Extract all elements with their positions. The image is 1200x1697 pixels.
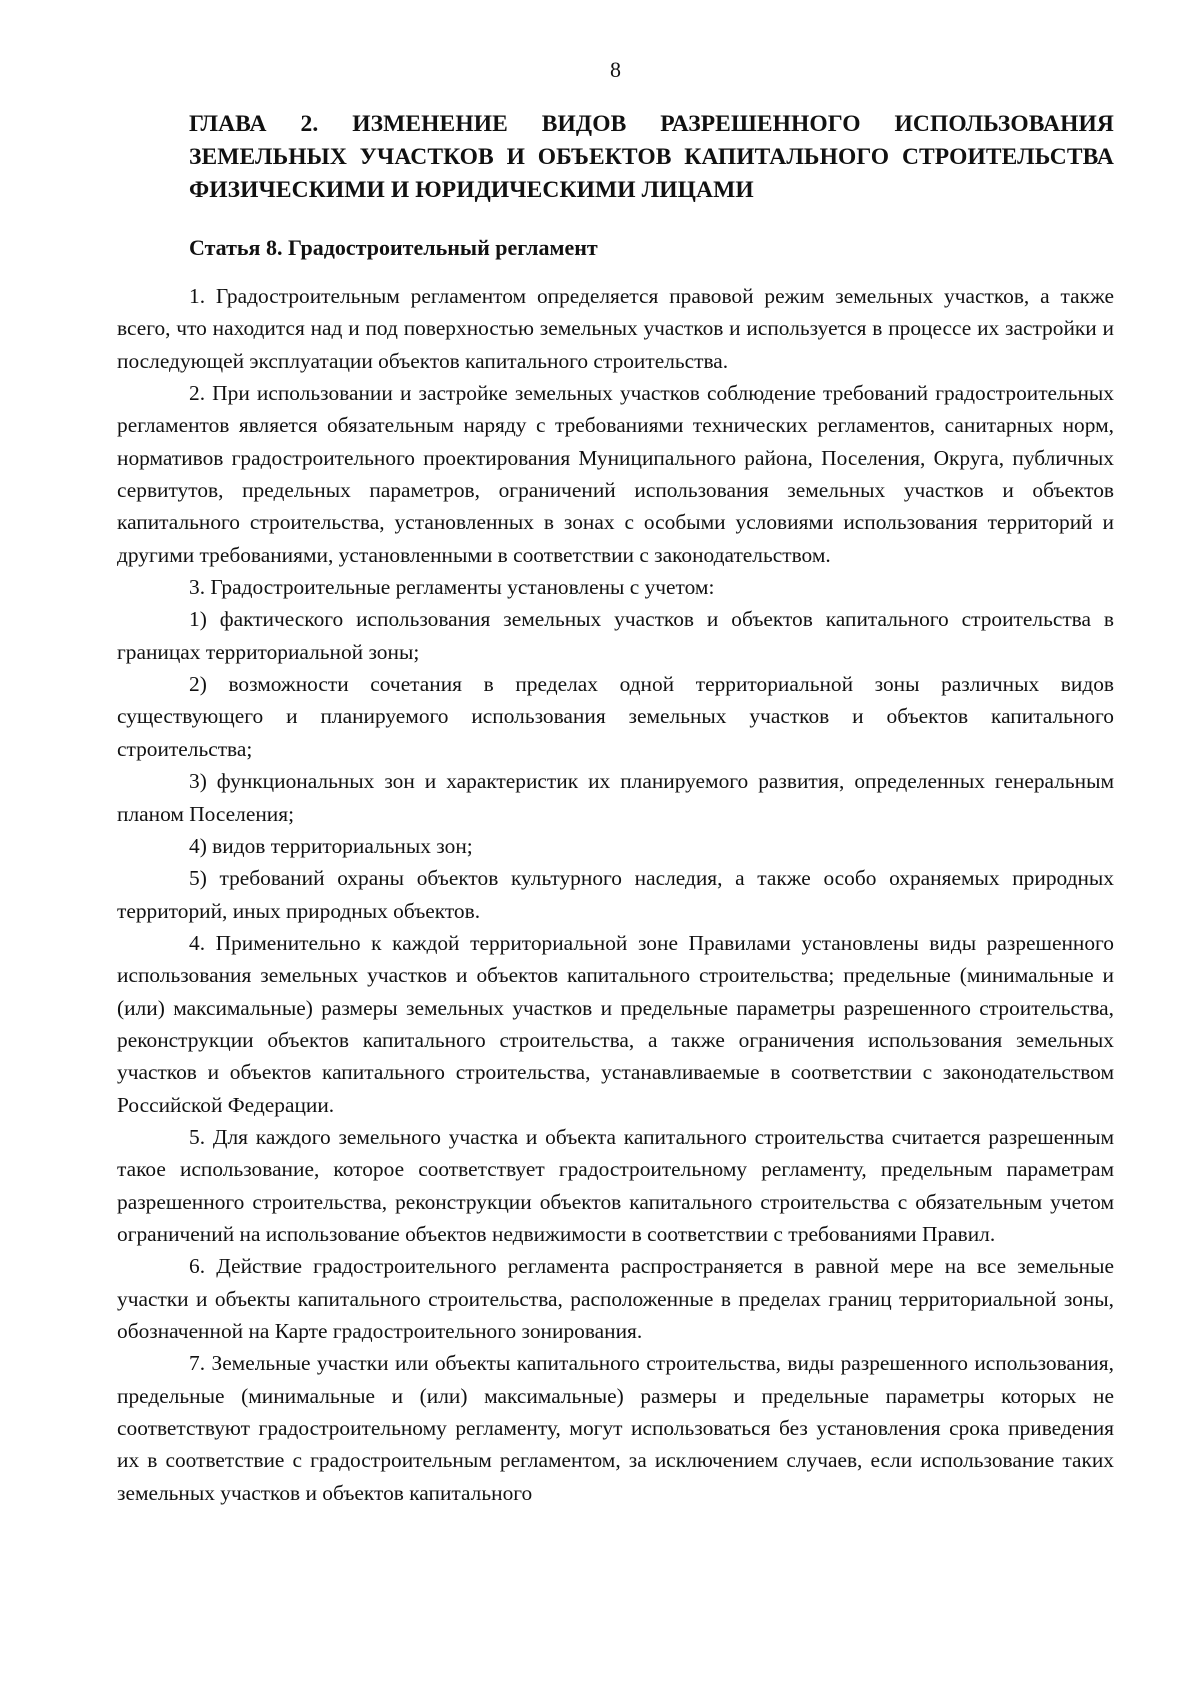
paragraph-1: 1. Градостроительным регламентом определяется правовой режим земельных участков, а также всего, что находится над и под поверхностью земельных участков и используется в процессе их застройки и последующей эксплуатации объектов капитального строительства.	[117, 284, 1114, 373]
paragraph-7: 7. Земельные участки или объекты капитального строительства, виды разрешенного использования, предельные (минимальные и (или) максимальные) размеры и предельные параметры которых не соответствуют градостроительному регламенту, могут использоваться без установления срока приведения их в соответствие с градостроительным регламентом, за исключением случаев, если использование таких земельных участков и объектов капитального	[117, 1351, 1114, 1505]
paragraph-3: 3. Градостроительные регламенты установлены с учетом:	[189, 575, 715, 600]
chapter-title: ГЛАВА 2. ИЗМЕНЕНИЕ ВИДОВ РАЗРЕШЕННОГО ИСПОЛЬЗОВАНИЯ ЗЕМЕЛЬНЫХ УЧАСТКОВ И ОБЪЕКТОВ КАПИТАЛЬНОГО СТРОИТЕЛЬСТВА ФИЗИЧЕСКИМИ И ЮРИДИЧЕСКИМИ ЛИЦАМИ	[189, 111, 1114, 203]
list-item-1: 1) фактического использования земельных участков и объектов капитального строительства в границах территориальной зоны;	[117, 607, 1114, 664]
paragraph-5: 5. Для каждого земельного участка и объекта капитального строительства считается разрешенным такое использование, которое соответствует градостроительному регламенту, предельным параметрам разрешенного строительства, реконструкции объектов капитального строительства с обязательным учетом ограничений на использование объектов недвижимости в соответствии с требованиями Правил.	[117, 1124, 1114, 1246]
list-item-5: 5) требований охраны объектов культурного наследия, а также особо охраняемых природных территорий, иных природных объектов.	[117, 866, 1114, 923]
list-item-4: 4) видов территориальных зон;	[189, 833, 473, 858]
paragraph-4: 4. Применительно к каждой территориальной зоне Правилами установлены виды разрешенного использования земельных участков и объектов капитального строительства; предельные (минимальные и (или) максимальные) размеры земельных участков и предельные параметры разрешенного строительства, реконструкции объектов капитального строительства, а также ограничения использования земельных участков и объектов капитального строительства, устанавливаемые в соответствии с законодательством Российской Федерации.	[117, 930, 1114, 1117]
page-number: 8	[610, 57, 621, 82]
article-body	[117, 280, 1114, 1509]
paragraph-6: 6. Действие градостроительного регламента распространяется в равной мере на все земельные участки и объекты капитального строительства, расположенные в пределах границ территориальной зоны, обозначенной на Карте градостроительного зонирования.	[117, 1254, 1114, 1343]
paragraph-2: 2. При использовании и застройке земельных участков соблюдение требований градостроительных регламентов является обязательным наряду с требованиями технических регламентов, санитарных норм, нормативов градостроительного проектирования Муниципального района, Поселения, Округа, публичных сервитутов, предельных параметров, ограничений использования земельных участков и объектов капитального строительства, установленных в зонах с особыми условиями использования территорий и другими требованиями, установленными в соответствии с законодательством.	[117, 381, 1114, 567]
article-title: Статья 8. Градостроительный регламент	[189, 235, 598, 260]
list-item-2: 2) возможности сочетания в пределах одной территориальной зоны различных видов существующего и планируемого использования земельных участков и объектов капитального строительства;	[117, 672, 1114, 761]
list-item-3: 3) функциональных зон и характеристик их планируемого развития, определенных генеральным планом Поселения;	[117, 769, 1114, 826]
